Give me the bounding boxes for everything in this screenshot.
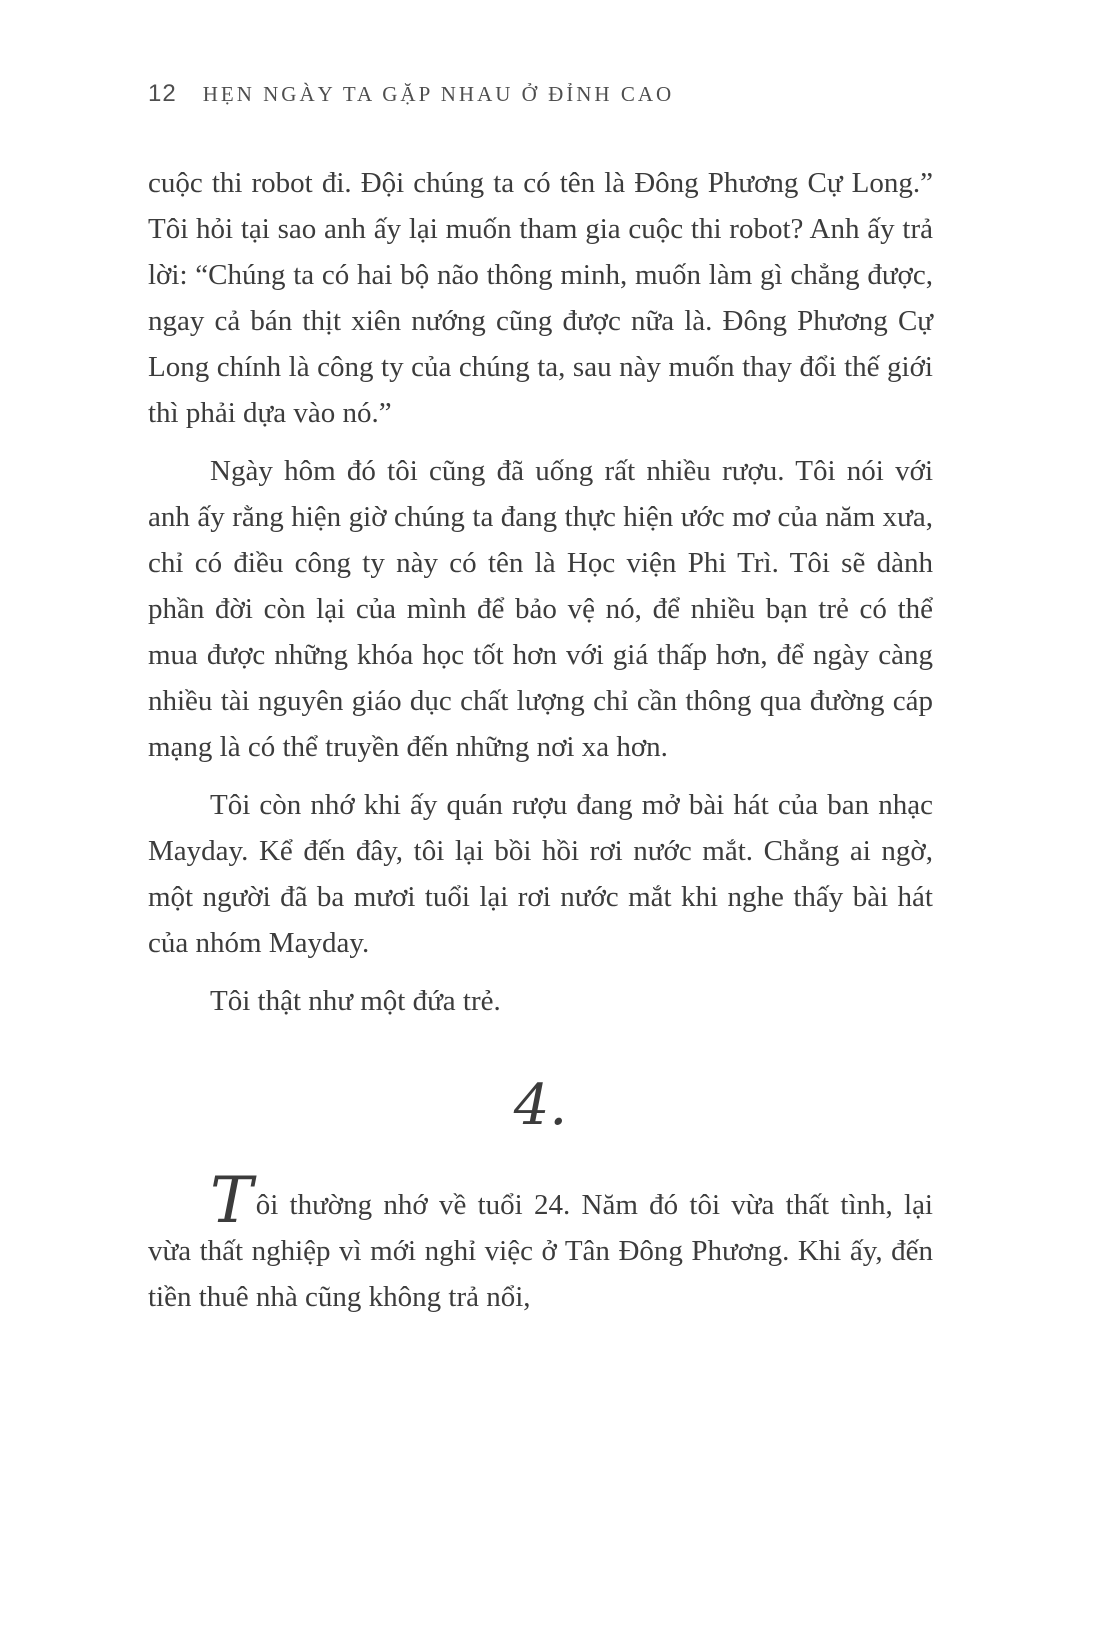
paragraph-3: Tôi còn nhớ khi ấy quán rượu đang mở bài hát của ban nhạc Mayday. Kể đến đây, tôi lại bồi hồi rơi nước mắt. Chẳng ai ngờ, một người đã ba mươi tuổi lại rơi nước mắt khi nghe thấy bài hát của nhóm Mayday. (148, 789, 933, 959)
running-title: HẸN NGÀY TA GẶP NHAU Ở ĐỈNH CAO (202, 82, 675, 106)
paragraph-2: Ngày hôm đó tôi cũng đã uống rất nhiều rượu. Tôi nói với anh ấy rằng hiện giờ chúng ta đang thực hiện ước mơ của năm xưa, chỉ có điều công ty này có tên là Học viện Phi Trì. Tôi sẽ dành phần đời còn lại của mình để bảo vệ nó, để nhiều bạn trẻ có thể mua được những khóa học tốt hơn với giá thấp hơn, để ngày càng nhiều tài nguyên giáo dục chất lượng chỉ cần thông qua đường cáp mạng là có thể truyền đến những nơi xa hơn. (148, 455, 933, 763)
page-header (148, 80, 933, 108)
page-number: 12 (148, 80, 177, 107)
paragraph-with-dropcap (148, 1164, 933, 1320)
paragraph-text: ôi thường nhớ về tuổi 24. Năm đó tôi vừa thất tình, lại vừa thất nghiệp vì mới nghỉ việc ở Tân Đông Phương. Khi ấy, đến tiền thuê nhà cũng không trả nổi, (148, 1189, 933, 1313)
section-divider: 4. (513, 1073, 568, 1138)
paragraph-1: cuộc thi robot đi. Đội chúng ta có tên là Đông Phương Cự Long.” Tôi hỏi tại sao anh ấy lại muốn tham gia cuộc thi robot? Anh ấy trả lời: “Chúng ta có hai bộ não thông minh, muốn làm gì chẳng được, ngay cả bán thịt xiên nướng cũng được nữa là. Đông Phương Cự Long chính là công ty của chúng ta, sau này muốn thay đổi thế giới thì phải dựa vào nó.” (148, 167, 933, 429)
body-text (148, 160, 933, 1320)
paragraph-4: Tôi thật như một đứa trẻ. (210, 985, 501, 1017)
drop-cap-initial: T (210, 1164, 253, 1238)
